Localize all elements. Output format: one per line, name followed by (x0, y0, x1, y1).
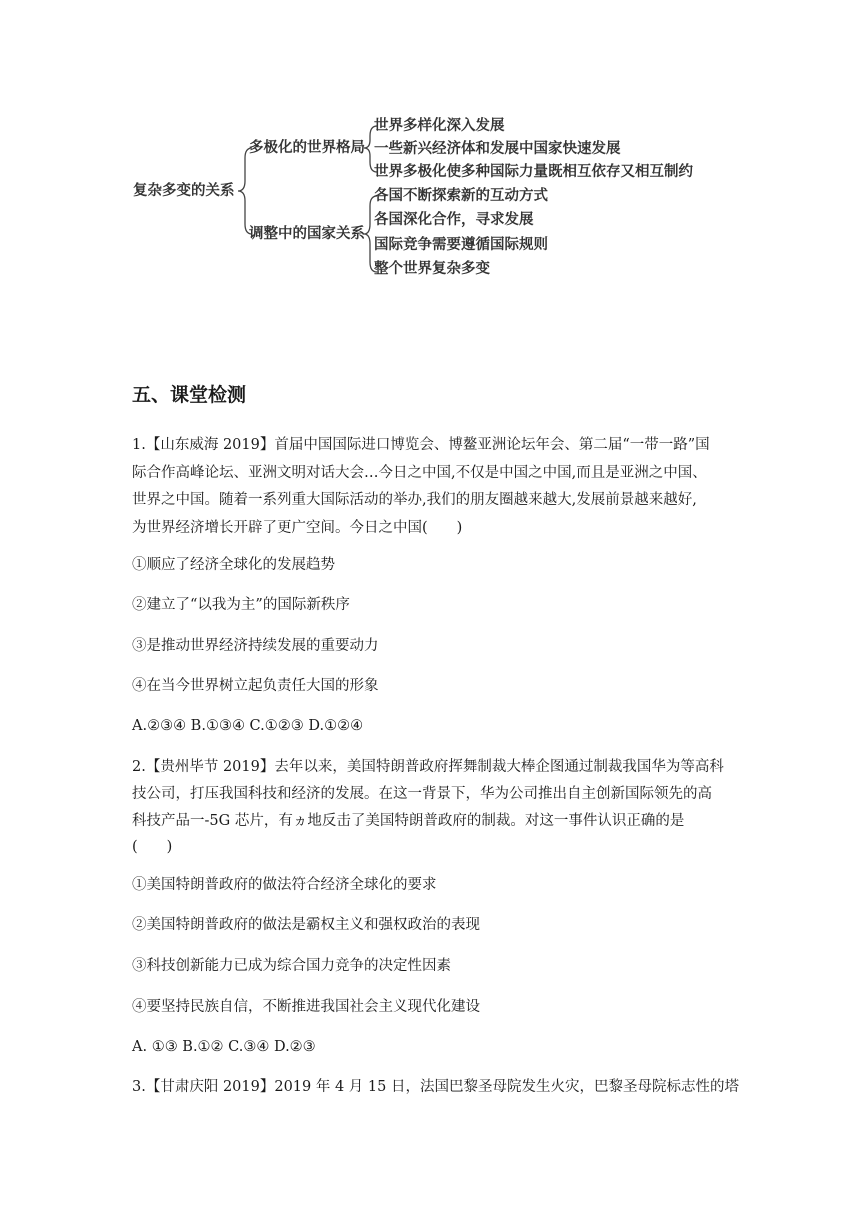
question-1-answers: A.②③④ B.①③④ C.①②③ D.①②④ (132, 718, 364, 734)
question-1-option: ④在当今世界树立起负责任大国的形象 (132, 678, 379, 694)
question-2-text: 2.【贵州毕节 2019】去年以来，美国特朗普政府挥舞制裁大棒企图通过制裁我国华为等高科 (132, 759, 724, 775)
question-2-text: 科技产品一-5G 芯片，有ヵ地反击了美国特朗普政府的制裁。对这一事件认识正确的是 (132, 813, 685, 829)
mind-map-item: 世界多样化深入发展 (374, 118, 505, 134)
mind-map (0, 0, 860, 300)
mind-map-item: 各国深化合作，寻求发展 (374, 212, 534, 228)
mind-map-branch-relations: 调整中的国家关系 (249, 226, 365, 242)
question-1-text: 际合作高峰论坛、亚洲文明对话大会…今日之中国,不仅是中国之中国,而且是亚洲之中国、 (132, 465, 707, 481)
mind-map-item: 各国不断探索新的互动方式 (374, 188, 548, 204)
question-1-option: ①顺应了经济全球化的发展趋势 (132, 557, 335, 573)
question-2-text: ( ) (132, 839, 173, 855)
question-1-option: ②建立了“以我为主”的国际新秩序 (132, 597, 350, 613)
mind-map-item: 世界多极化使多种国际力量既相互依存又相互制约 (374, 164, 693, 180)
mind-map-root: 复杂多变的关系 (133, 183, 235, 199)
mind-map-branch-multipolar: 多极化的世界格局 (249, 140, 365, 156)
question-1-text: 1.【山东威海 2019】首届中国国际进口博览会、博鳌亚洲论坛年会、第二届“一带一路”国 (132, 437, 710, 453)
question-2-option: ②美国特朗普政府的做法是霸权主义和强权政治的表现 (132, 917, 480, 933)
question-2-option: ④要坚持民族自信，不断推进我国社会主义现代化建设 (132, 999, 480, 1015)
question-2-answers: A. ①③ B.①② C.③④ D.②③ (132, 1039, 316, 1055)
mind-map-item: 国际竞争需要遵循国际规则 (374, 237, 548, 253)
question-3-text: 3.【甘肃庆阳 2019】2019 年 4 月 15 日，法国巴黎圣母院发生火灾，巴黎圣母院标志性的塔 (132, 1079, 739, 1095)
mind-map-item: 整个世界复杂多变 (374, 261, 490, 277)
question-1-text: 世界之中国。随着一系列重大国际活动的举办,我们的朋友圈越来越大,发展前景越来越好, (132, 492, 697, 508)
question-1-text: 为世界经济增长开辟了更广空间。今日之中国( ) (132, 520, 463, 536)
mind-map-item: 一些新兴经济体和发展中国家快速发展 (374, 141, 621, 157)
question-2-option: ③科技创新能力已成为综合国力竞争的决定性因素 (132, 958, 451, 974)
question-2-option: ①美国特朗普政府的做法符合经济全球化的要求 (132, 877, 437, 893)
question-1-option: ③是推动世界经济持续发展的重要动力 (132, 638, 379, 654)
question-2-text: 技公司，打压我国科技和经济的发展。在这一背景下，华为公司推出自主创新国际领先的高 (132, 786, 712, 802)
section-heading: 五、课堂检测 (132, 384, 247, 406)
